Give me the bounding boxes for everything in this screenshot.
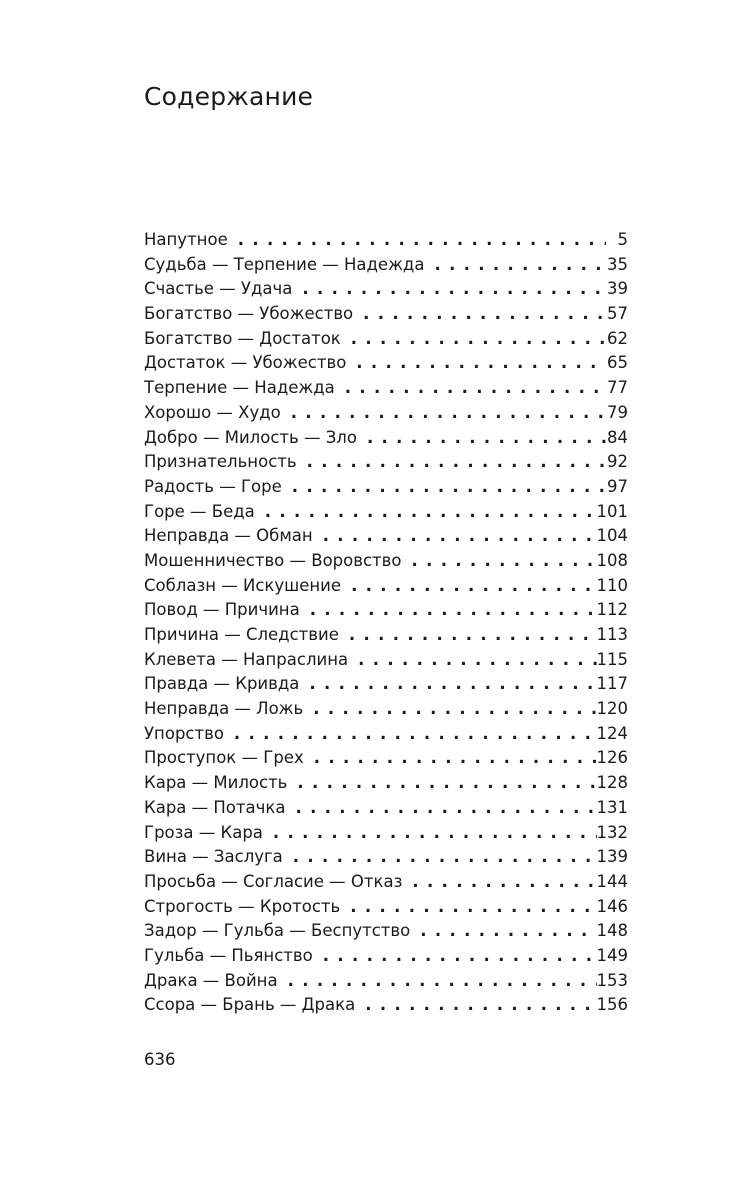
- toc-entry: [144, 598, 628, 623]
- toc-entry: [144, 401, 628, 426]
- toc-entry: [144, 845, 628, 870]
- toc-entry-page-number: 77: [607, 378, 628, 398]
- dot-leader: [238, 228, 606, 253]
- toc-entry-title: Правда — Кривда: [144, 674, 300, 694]
- toc-entry-page-number: 139: [596, 847, 628, 867]
- toc-entry-title: Просьба — Согласие — Отказ: [144, 871, 403, 891]
- toc-entry-page-number: 126: [596, 748, 628, 768]
- toc-entry-title: Гульба — Пьянство: [144, 945, 313, 965]
- dot-leader: [367, 426, 606, 451]
- toc-entry-page-number: 65: [607, 353, 628, 373]
- toc-entry: [144, 697, 628, 722]
- toc-entry-page-number: 79: [607, 402, 628, 422]
- toc-entry-page-number: 62: [607, 328, 628, 348]
- dot-leader: [313, 697, 596, 722]
- toc-entry: [144, 722, 628, 747]
- toc-entry: [144, 796, 628, 821]
- dot-leader: [323, 944, 597, 969]
- toc-entry: [144, 672, 628, 697]
- toc-entry: [144, 574, 628, 599]
- toc-entry-title: Судьба — Терпение — Надежда: [144, 254, 425, 274]
- toc-entry: [144, 969, 628, 994]
- dot-leader: [292, 475, 606, 500]
- dot-leader: [412, 870, 596, 895]
- toc-entry-page-number: 84: [607, 427, 628, 447]
- toc-entry-page-number: 148: [596, 921, 628, 941]
- toc-entry-page-number: 108: [596, 550, 628, 570]
- toc-entry-title: Гроза — Кара: [144, 822, 263, 842]
- toc-entry-title: Горе — Беда: [144, 501, 255, 521]
- toc-entry-title: Мошенничество — Воровство: [144, 550, 402, 570]
- toc-entry-page-number: 104: [596, 526, 628, 546]
- toc-entry: [144, 870, 628, 895]
- dot-leader: [291, 401, 606, 426]
- toc-entry-title: Напутное: [144, 230, 228, 249]
- toc-entry-page-number: 35: [607, 254, 628, 274]
- toc-entry-page-number: 124: [596, 723, 628, 743]
- dot-leader: [273, 821, 597, 846]
- toc-entry-page-number: 113: [596, 625, 628, 644]
- dot-leader: [358, 648, 596, 673]
- dot-leader: [365, 993, 596, 1018]
- toc-entry-page-number: 144: [596, 871, 628, 891]
- toc-entry-title: Задор — Гульба — Беспутство: [144, 921, 411, 941]
- toc-entry-title: Неправда — Ложь: [144, 699, 304, 719]
- toc-entry-title: Соблазн — Искушение: [144, 575, 342, 595]
- dot-leader: [302, 277, 606, 302]
- toc-entry-title: Строгость — Кротость: [144, 896, 341, 916]
- dot-leader: [411, 549, 596, 574]
- toc-entry-title: Клевета — Напраслина: [144, 649, 349, 669]
- toc-entry-title: Добро — Милость — Зло: [144, 427, 357, 447]
- toc-entry-title: Повод — Причина: [144, 600, 300, 620]
- toc-entry-page-number: 117: [596, 674, 628, 694]
- toc-entry: [144, 648, 628, 673]
- toc-entry-title: Терпение — Надежда: [144, 378, 335, 398]
- toc-entry: [144, 500, 628, 525]
- toc-entry-page-number: 97: [607, 476, 628, 496]
- toc-entry: [144, 327, 628, 352]
- toc-entry-title: Причина — Следствие: [144, 625, 339, 644]
- toc-entry: [144, 351, 628, 376]
- toc-entry: [144, 426, 628, 451]
- toc-entry: [144, 277, 628, 302]
- toc-entry: [144, 771, 628, 796]
- dot-leader: [323, 524, 597, 549]
- toc-entry-page-number: 115: [596, 649, 628, 669]
- toc-entry-title: Счастье — Удача: [144, 279, 293, 299]
- dot-leader: [351, 327, 606, 352]
- dot-leader: [363, 302, 606, 327]
- toc-entry: [144, 228, 628, 253]
- toc-entry-title: Радость — Горе: [144, 476, 282, 496]
- toc-entry: [144, 524, 628, 549]
- toc-entry-page-number: 156: [596, 995, 628, 1015]
- toc-entry-title: Богатство — Достаток: [144, 328, 341, 348]
- toc-entry: [144, 549, 628, 574]
- dot-leader: [295, 796, 596, 821]
- toc-entry-title: Признательность: [144, 452, 297, 472]
- toc-entry-title: Неправда — Обман: [144, 526, 313, 546]
- toc-entry-page-number: 5: [617, 230, 628, 249]
- toc-entry-page-number: 112: [596, 600, 628, 620]
- toc-entry-page-number: 39: [607, 279, 628, 299]
- page-number: 636: [144, 1050, 176, 1069]
- page-title: Содержание: [144, 82, 314, 111]
- toc-entry-page-number: 149: [596, 945, 628, 965]
- dot-leader: [314, 746, 597, 771]
- toc-entry-page-number: 146: [596, 896, 628, 916]
- dot-leader: [307, 450, 606, 475]
- dot-leader: [310, 598, 597, 623]
- toc-entry-title: Упорство: [144, 723, 224, 743]
- dot-leader: [309, 672, 596, 697]
- toc-entry: [144, 450, 628, 475]
- toc-entry-title: Богатство — Убожество: [144, 304, 354, 324]
- dot-leader: [350, 895, 596, 920]
- dot-leader: [420, 919, 596, 944]
- toc-entry: [144, 475, 628, 500]
- toc-entry-page-number: 128: [596, 773, 628, 793]
- toc-entry: [144, 302, 628, 327]
- toc-entry-page-number: 153: [596, 970, 628, 990]
- toc-entry: [144, 821, 628, 846]
- toc-entry: [144, 376, 628, 401]
- toc-entry-title: Кара — Милость: [144, 773, 288, 793]
- dot-leader: [356, 351, 606, 376]
- toc-entry-title: Драка — Война: [144, 970, 278, 990]
- toc-entry-title: Проступок — Грех: [144, 748, 304, 768]
- dot-leader: [349, 623, 597, 648]
- dot-leader: [345, 376, 606, 401]
- dot-leader: [297, 771, 596, 796]
- dot-leader: [293, 845, 597, 870]
- toc-entry-page-number: 57: [607, 304, 628, 324]
- toc-entry-page-number: 132: [596, 822, 628, 842]
- table-of-contents: [144, 228, 628, 1018]
- toc-entry-page-number: 120: [596, 699, 628, 719]
- toc-entry-title: Хорошо — Худо: [144, 402, 281, 422]
- toc-entry-page-number: 101: [596, 501, 628, 521]
- toc-entry: [144, 253, 628, 278]
- dot-leader: [234, 722, 597, 747]
- dot-leader: [288, 969, 597, 994]
- dot-leader: [434, 253, 606, 278]
- toc-entry-title: Вина — Заслуга: [144, 847, 283, 867]
- toc-entry: [144, 895, 628, 920]
- toc-entry-title: Ссора — Брань — Драка: [144, 995, 356, 1015]
- dot-leader: [265, 500, 597, 525]
- toc-entry: [144, 944, 628, 969]
- toc-entry: [144, 993, 628, 1018]
- toc-entry-page-number: 110: [596, 575, 628, 595]
- dot-leader: [351, 574, 596, 599]
- toc-entry-page-number: 131: [596, 797, 628, 817]
- toc-entry: [144, 623, 628, 648]
- toc-entry-title: Кара — Потачка: [144, 797, 286, 817]
- toc-entry: [144, 746, 628, 771]
- toc-entry: [144, 919, 628, 944]
- toc-entry-page-number: 92: [607, 452, 628, 472]
- toc-entry-title: Достаток — Убожество: [144, 353, 347, 373]
